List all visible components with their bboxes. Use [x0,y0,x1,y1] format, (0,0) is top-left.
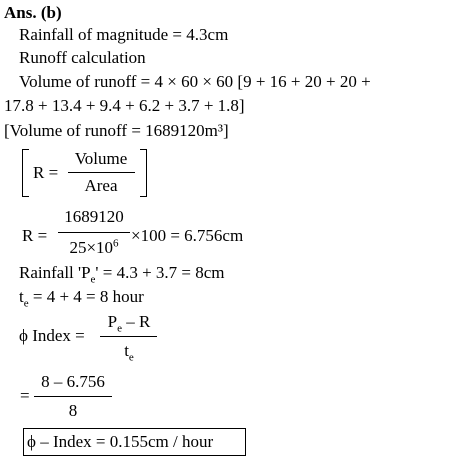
eq2-den-exp: 6 [113,237,119,250]
final-numerator: 8 – 6.756 [41,372,105,391]
answer-heading: Ans. (b) [4,3,62,22]
phi-index-denominator [100,341,158,364]
te-line [19,287,144,310]
final-fraction-bar [34,396,112,397]
te-value: = 4 + 4 = 8 hour [28,287,144,306]
rainfall-pe-value: ' = 4.3 + 3.7 = 8cm [95,263,225,282]
volume-runoff-line: Volume of runoff = 4 × 60 × 60 [9 + 16 + 20 + 20 + [19,72,371,91]
te-sub: e [23,297,29,310]
eq1-numerator: Volume [74,149,128,168]
rainfall-magnitude-line: Rainfall of magnitude = 4.3cm [19,25,229,44]
runoff-calculation-label: Runoff calculation [19,48,146,67]
eq2-den-base: 25×10 [69,238,114,257]
answer-box [23,428,246,456]
phi-num-rest: – R [122,312,151,331]
te-symbol: t [19,287,24,306]
eq1-denominator: Area [84,176,118,195]
eq2-numerator: 1689120 [64,207,124,226]
phi-index-numerator [100,312,158,335]
phi-index-fraction-bar [100,336,157,337]
eq1-lhs: R = [33,163,59,182]
rainfall-pe-sub: e [90,273,96,286]
final-equals: = [20,386,30,405]
final-denominator: 8 [68,401,78,420]
phi-num-p: P [107,312,118,331]
phi-index-lhs: ϕ Index = [19,326,85,345]
answer-text: ϕ – Index = 0.155cm / hour [27,432,214,451]
eq2-fraction-bar [58,232,130,233]
phi-den-sub: e [128,351,134,364]
right-bracket [140,149,147,197]
rainfall-pe-line [19,263,225,286]
volume-runoff-line-continued: 17.8 + 13.4 + 9.4 + 6.2 + 3.7 + 1.8] [4,96,245,115]
rainfall-pe-text: Rainfall 'P [19,263,91,282]
volume-runoff-result: [Volume of runoff = 1689120m³] [4,121,229,140]
eq2-lhs: R = [22,226,48,245]
phi-num-sub: e [117,322,122,335]
phi-den-t: t [124,341,129,360]
eq1-fraction-bar [68,172,135,173]
left-bracket [22,149,29,197]
eq2-rhs: ×100 = 6.756cm [131,226,244,245]
eq2-denominator [57,238,131,258]
